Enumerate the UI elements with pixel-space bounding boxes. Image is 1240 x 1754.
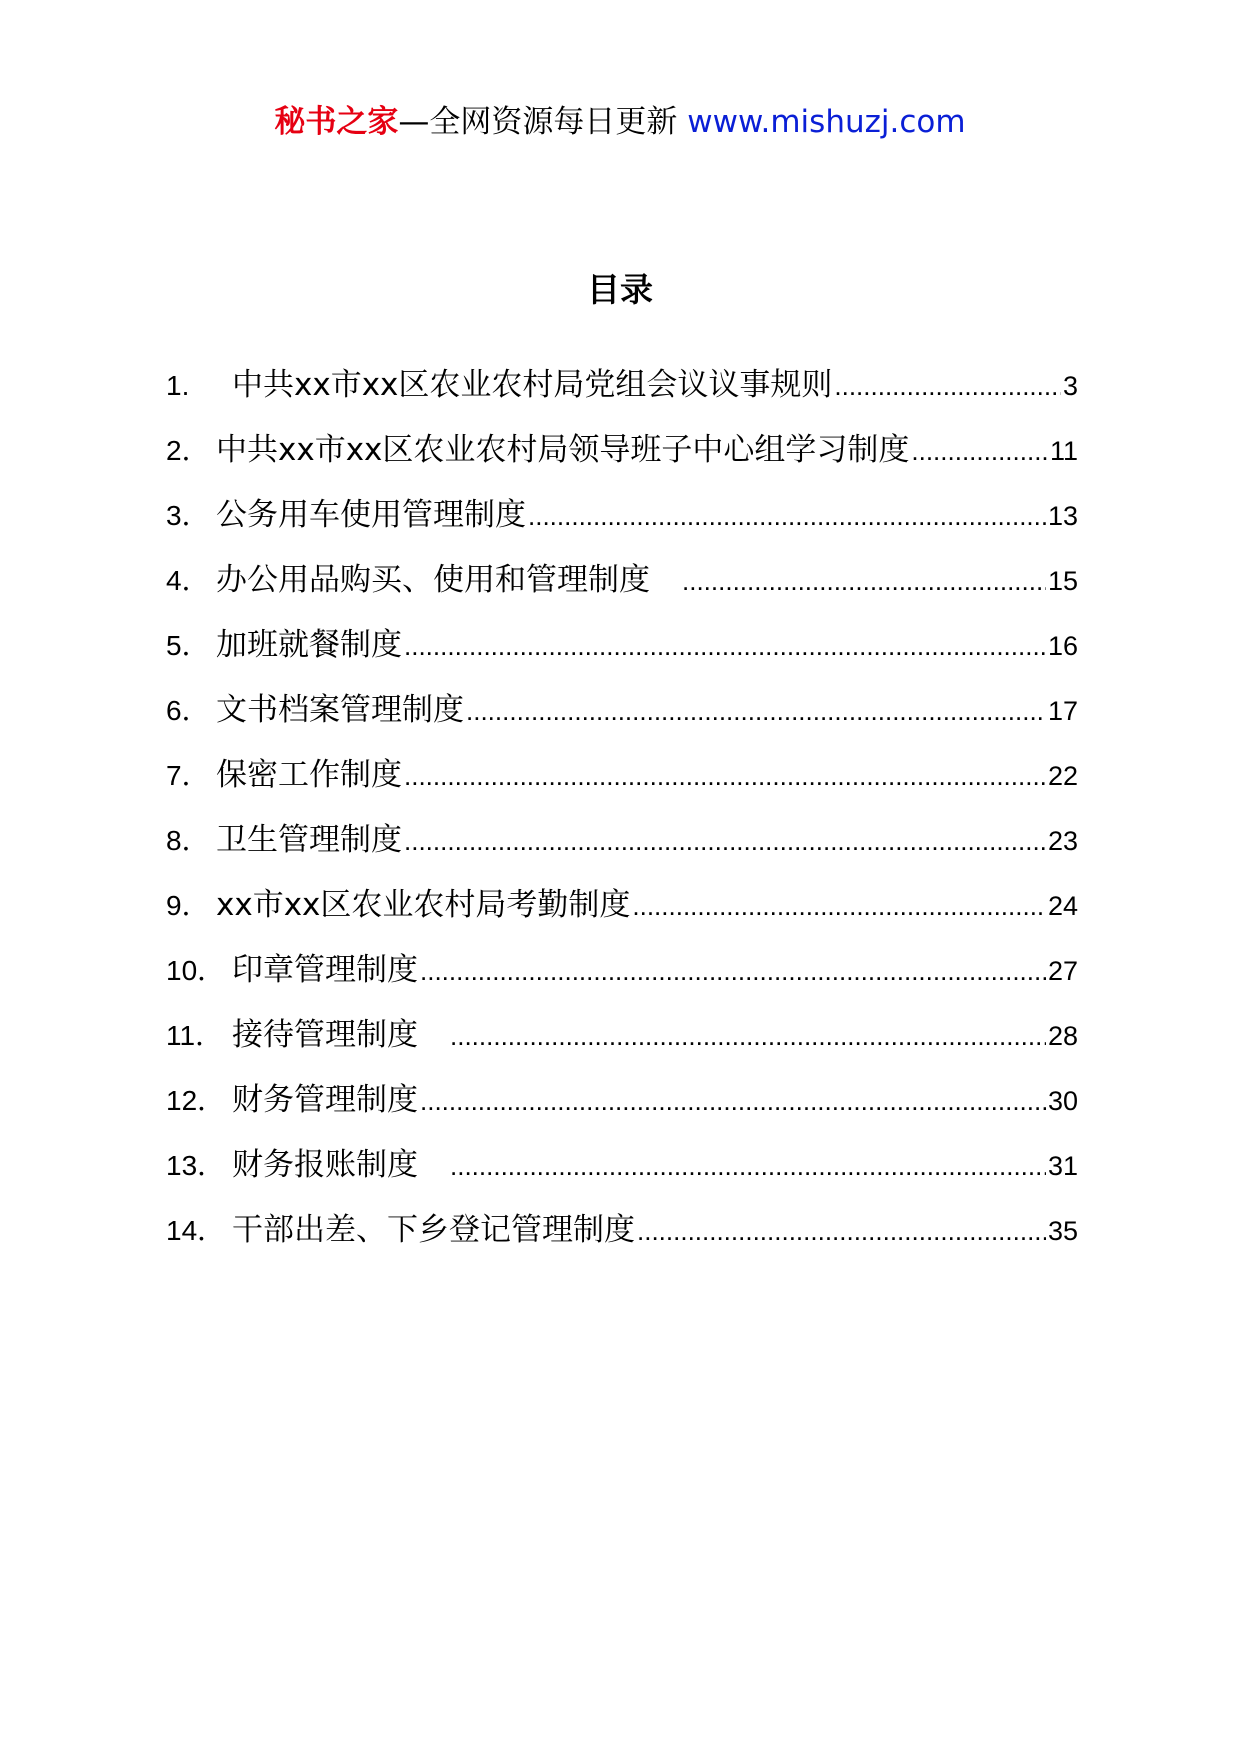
toc-leader-dots xyxy=(911,431,1048,471)
toc-entry-number: 1. xyxy=(166,370,190,401)
toc-entry-number: 10． xyxy=(166,955,226,986)
toc-entry-number: 9． xyxy=(166,890,210,921)
toc-entry-number: 7． xyxy=(166,760,210,791)
toc-entry-title: 加班就餐制度 xyxy=(216,627,402,663)
toc-entry-page: 13 xyxy=(1047,501,1078,531)
toc-entry-title: 保密工作制度 xyxy=(216,757,402,793)
table-of-contents xyxy=(166,365,1078,1275)
toc-entry-number: 14． xyxy=(166,1215,226,1246)
toc-entry-number: 6． xyxy=(166,695,210,726)
toc-entry-page: 28 xyxy=(1047,1021,1078,1051)
toc-entry-number: 3． xyxy=(166,500,210,531)
toc-leader-dots xyxy=(450,1016,1046,1056)
toc-leader-dots xyxy=(682,561,1046,601)
toc-entry-number: 8． xyxy=(166,825,210,856)
toc-entry-page: 17 xyxy=(1047,696,1078,726)
toc-entry-page: 11 xyxy=(1049,436,1078,466)
toc-leader-dots xyxy=(420,951,1046,991)
toc-entry-8[interactable] xyxy=(166,820,1078,885)
toc-entry-title: 中共xx市xx区农业农村局领导班子中心组学习制度 xyxy=(216,432,910,468)
toc-entry-6[interactable] xyxy=(166,690,1078,755)
toc-leader-dots xyxy=(632,886,1046,926)
toc-entry-12[interactable] xyxy=(166,1080,1078,1145)
toc-entry-number: 4． xyxy=(166,565,210,596)
toc-entry-7[interactable] xyxy=(166,755,1078,820)
toc-leader-dots xyxy=(834,366,1061,406)
toc-leader-dots xyxy=(528,496,1046,536)
toc-entry-title: 公务用车使用管理制度 xyxy=(216,497,526,533)
toc-entry-1[interactable] xyxy=(166,365,1078,430)
toc-entry-2[interactable] xyxy=(166,430,1078,495)
toc-entry-title: 中共xx市xx区农业农村局党组会议议事规则 xyxy=(232,367,833,403)
toc-entry-10[interactable] xyxy=(166,950,1078,1015)
header-slogan: —全网资源每日更新 xyxy=(398,104,678,140)
toc-entry-number: 12． xyxy=(166,1085,226,1116)
toc-entry-page: 16 xyxy=(1047,631,1078,661)
toc-entry-5[interactable] xyxy=(166,625,1078,690)
toc-entry-page: 30 xyxy=(1047,1086,1078,1116)
toc-entry-page: 15 xyxy=(1047,566,1078,596)
toc-leader-dots xyxy=(404,626,1046,666)
toc-entry-title: 财务管理制度 xyxy=(232,1082,418,1118)
toc-leader-dots xyxy=(420,1081,1046,1121)
toc-entry-4[interactable] xyxy=(166,560,1078,625)
toc-entry-number: 13． xyxy=(166,1150,226,1181)
toc-entry-14[interactable] xyxy=(166,1210,1078,1275)
toc-entry-title: 文书档案管理制度 xyxy=(216,692,464,728)
toc-entry-11[interactable] xyxy=(166,1015,1078,1080)
toc-entry-page: 3 xyxy=(1062,371,1078,401)
toc-entry-number: 5． xyxy=(166,630,210,661)
toc-entry-9[interactable] xyxy=(166,885,1078,950)
toc-entry-page: 23 xyxy=(1047,826,1078,856)
toc-entry-page: 24 xyxy=(1047,891,1078,921)
toc-entry-title: xx市xx区农业农村局考勤制度 xyxy=(216,887,631,923)
toc-leader-dots xyxy=(404,756,1046,796)
toc-entry-title: 干部出差、下乡登记管理制度 xyxy=(232,1212,635,1248)
website-link[interactable]: www.mishuzj.com xyxy=(687,104,966,140)
toc-entry-page: 22 xyxy=(1047,761,1078,791)
toc-entry-title: 接待管理制度 xyxy=(232,1017,418,1053)
toc-entry-title: 财务报账制度 xyxy=(232,1147,418,1183)
brand-name: 秘书之家 xyxy=(274,104,399,140)
toc-entry-title: 卫生管理制度 xyxy=(216,822,402,858)
toc-entry-title: 印章管理制度 xyxy=(232,952,418,988)
toc-entry-title: 办公用品购买、使用和管理制度 xyxy=(216,562,650,598)
toc-entry-number: 2． xyxy=(166,435,210,466)
toc-leader-dots xyxy=(450,1146,1046,1186)
toc-entry-number: 11． xyxy=(166,1020,224,1051)
page-header xyxy=(0,100,1240,144)
toc-entry-page: 31 xyxy=(1047,1151,1078,1181)
toc-entry-page: 27 xyxy=(1047,956,1078,986)
toc-title: 目录 xyxy=(587,270,653,309)
toc-entry-13[interactable] xyxy=(166,1145,1078,1210)
toc-leader-dots xyxy=(404,821,1046,861)
toc-entry-page: 35 xyxy=(1047,1216,1078,1246)
toc-leader-dots xyxy=(466,691,1046,731)
toc-entry-3[interactable] xyxy=(166,495,1078,560)
toc-leader-dots xyxy=(637,1211,1046,1251)
